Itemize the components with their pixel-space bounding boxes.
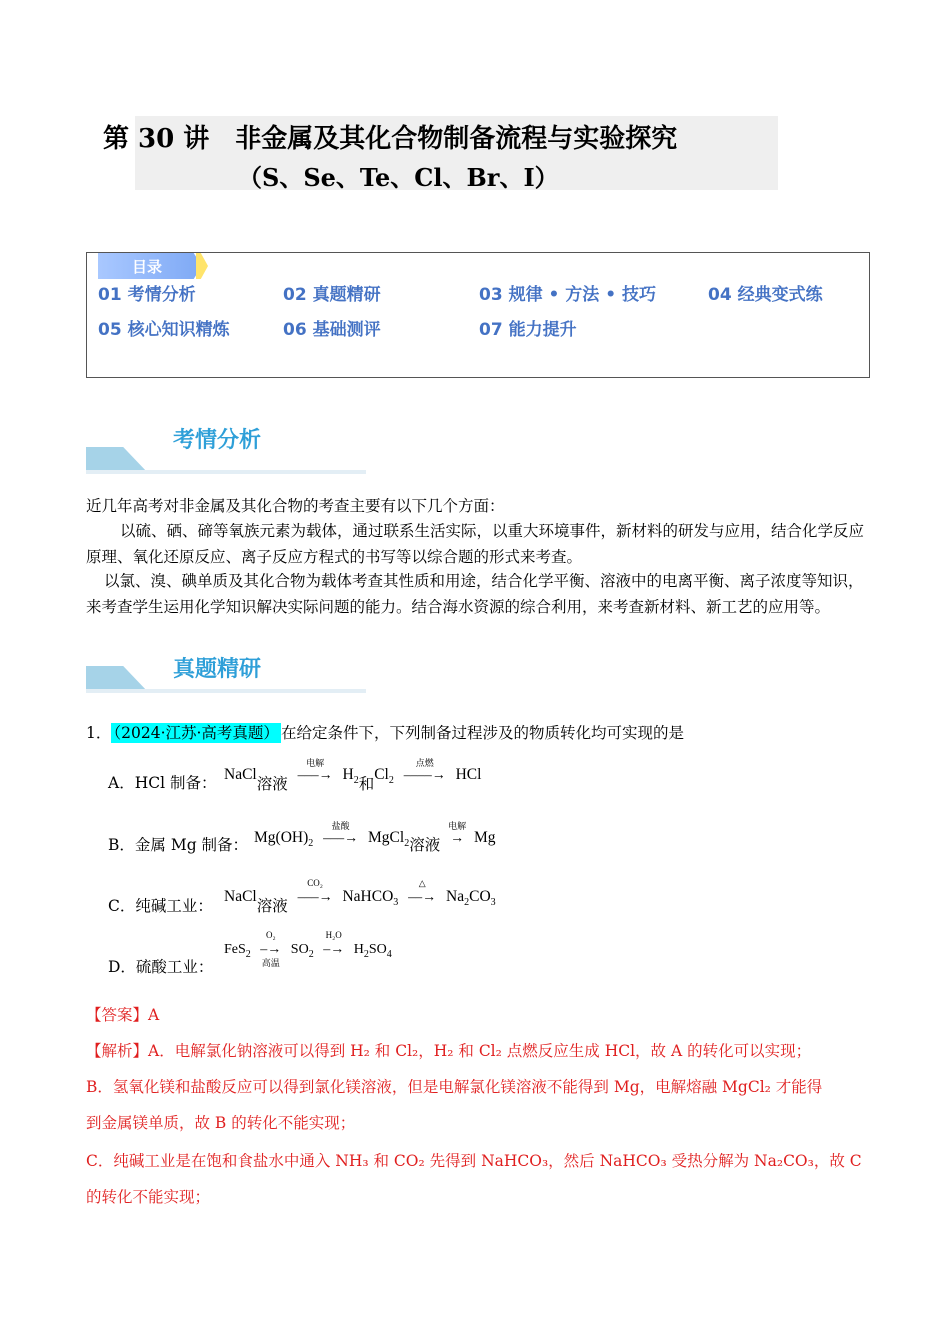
arrow-icon: ––––→ 点燃 bbox=[403, 758, 446, 783]
arrow-icon: –––→ 电解 bbox=[297, 758, 333, 783]
section-title-exam: 真题精研 bbox=[173, 657, 262, 682]
page-title: 第 30 讲 非金属及其化合物制备流程与实验探究 bbox=[103, 124, 678, 154]
analysis-paragraph-2: 以氯、溴、碘单质及其化合物为载体考查其性质和用途，结合化学平衡、溶液中的电离平衡、离子浓度等知识，来考查学生运用化学知识解决实际问题的能力。结合海水资源的综合利用，来考查新材料、新工艺的应用等。 bbox=[86, 572, 864, 616]
arrow-icon: –→ O₂ 高温 bbox=[260, 930, 282, 968]
page-subtitle: （S、Se、Te、Cl、Br、I） bbox=[238, 163, 559, 192]
arrow-icon: –––→ 盐酸 bbox=[323, 821, 359, 846]
toc-item-7[interactable]: 07 能力提升 bbox=[479, 320, 577, 340]
option-c-label: C．纯碱工业： bbox=[108, 897, 213, 915]
option-a-formula: NaCl溶液 –––→ 电解 $H_2$和$Cl_2$ ––––→ 点燃 HCl bbox=[224, 758, 482, 793]
question-stem bbox=[86, 720, 684, 746]
option-b-label: B．金属 Mg 制备： bbox=[108, 836, 249, 854]
toc-item-2[interactable]: 02 真题精研 bbox=[283, 285, 381, 305]
arrow-icon: ––→ △ bbox=[408, 878, 437, 905]
answer: 【答案】A bbox=[86, 1006, 160, 1024]
section-underline bbox=[86, 470, 366, 474]
analysis-intro: 近几年高考对非金属及其化合物的考查主要有以下几个方面： bbox=[86, 497, 505, 515]
toc-item-1[interactable]: 01 考情分析 bbox=[98, 285, 196, 305]
toc-label: 目录 bbox=[132, 258, 163, 276]
explanation-line-3: 到金属镁单质，故 B 的转化不能实现； bbox=[86, 1114, 356, 1132]
explanation-line-1: 【解析】A．电解氯化钠溶液可以得到 H₂ 和 Cl₂，H₂ 和 Cl₂ 点燃反应生成 HCl，故 A 的转化可以实现； bbox=[86, 1042, 812, 1060]
explanation-line-2: B．氢氧化镁和盐酸反应可以得到氯化镁溶液，但是电解氯化镁溶液不能得到 Mg，电解熔融 MgCl₂ 才能得 bbox=[86, 1078, 823, 1096]
arrow-icon: –––→ CO₂ bbox=[297, 878, 333, 905]
question-text: 在给定条件下，下列制备过程涉及的物质转化均可实现的是 bbox=[280, 724, 684, 742]
toc-item-5[interactable]: 05 核心知识精炼 bbox=[98, 320, 230, 340]
arrow-icon: –→ H₂O bbox=[323, 930, 345, 957]
explanation-line-4: C．纯碱工业是在饱和食盐水中通入 NH₃ 和 CO₂ 先得到 NaHCO₃，然后 NaHCO₃ 受热分解为 Na₂CO₃，故 C bbox=[86, 1152, 862, 1170]
option-c-formula: NaCl溶液 –––→ CO₂ NaHCO$_3$ ––→ △ $Na_2CO_3$ bbox=[224, 878, 496, 915]
analysis-paragraph-1: 以硫、硒、碲等氧族元素为载体，通过联系生活实际，以重大环境事件，新材料的研发与应用，结合化学反应原理、氧化还原反应、离子反应方程式的书写等以综合题的形式来考查。 bbox=[86, 522, 865, 566]
option-d-label: D．硫酸工业： bbox=[108, 958, 214, 976]
toc-item-4[interactable]: 04 经典变式练 bbox=[708, 285, 823, 305]
explanation-line-5: 的转化不能实现； bbox=[86, 1188, 211, 1206]
question-source-tag: （2024·江苏·高考真题） bbox=[113, 724, 279, 742]
option-a-label: A．HCl 制备： bbox=[108, 774, 217, 792]
toc-item-6[interactable]: 06 基础测评 bbox=[283, 320, 381, 340]
option-b-formula: $Mg(OH)_2$ –––→ 盐酸 MgCl$_2$溶液 → 电解 Mg bbox=[254, 821, 496, 854]
arrow-icon: → 电解 bbox=[448, 821, 467, 846]
section-underline bbox=[86, 689, 366, 693]
toc-item-3[interactable]: 03 规律 • 方法 • 技巧 bbox=[479, 285, 656, 305]
option-d-formula: FeS$_2$ –→ O₂ 高温 $SO_2$ –→ H₂O $H_2SO_4$ bbox=[224, 930, 392, 968]
section-title-analysis: 考情分析 bbox=[173, 428, 262, 453]
question-number: 1． bbox=[86, 724, 112, 742]
